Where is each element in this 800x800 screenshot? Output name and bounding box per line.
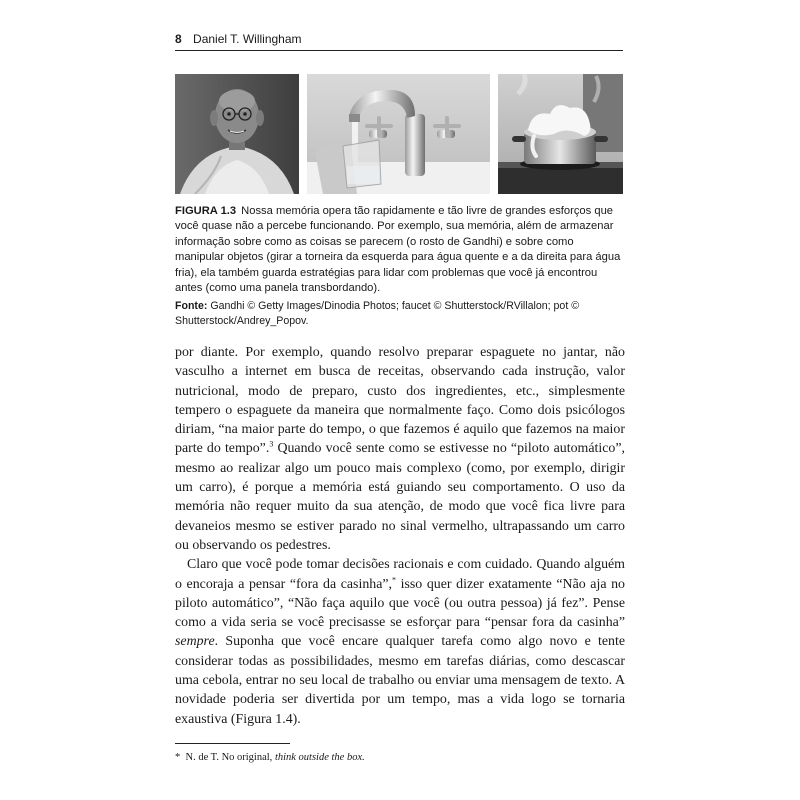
paragraph-text: por diante. Por exemplo, quando resolvo preparar espaguete no jantar, não vasculho a internet em busca de receitas, observando cada instrução, valor nutricional, modo de preparo, custo dos ingredientes, etc., simplesmente tempero o espaguete da maneira que normalmente faço. Como dois psicólogos diriam, “na maior parte do tempo, o que fazemos é aquilo que fazemos na maior parte do tempo”. — [175, 345, 625, 457]
footnote-mark: * — [175, 752, 181, 763]
footnote-marker: * — [392, 574, 397, 584]
running-header — [175, 32, 623, 51]
paragraph-text: . Suponha que você encare qualquer tarefa como algo novo e tente considerar todas as possibilidades, mesmo em tarefas diárias, como descascar uma cebola, entrar no seu local de trabalho ou enviar uma mensagem de texto. A novidade poderia ser divertida por um tempo, mas a vida logo se tornaria exaustiva (Figura 1.4). — [175, 634, 625, 727]
page-number: 8 — [175, 32, 182, 46]
body-text — [175, 343, 625, 729]
footnote — [175, 752, 625, 763]
figure-caption-text: Nossa memória opera tão rapidamente e tão livre de grandes esforços que você quase não a percebe funcionando. Por exemplo, sua memória, além de armazenar informação sobre como as coisas se parecem (o rosto de Gandhi) e sobre como manipular objetos (girar a torneira da esquerda para água quente e a da direita para água fria), ela também guarda estratégias para lidar com problemas que você já encontrou antes (como uma panela transbordando). — [175, 205, 621, 295]
pot-photo — [498, 74, 623, 194]
gandhi-photo — [175, 74, 299, 194]
footnote-text: N. de T. No original, — [185, 752, 273, 763]
figure-label: FIGURA 1.3 — [175, 205, 237, 217]
paragraph — [175, 555, 625, 729]
paragraph-text: Quando você sente como se estivesse no “piloto automático”, mesmo ao realizar algo um pouco mais complexo (como, por exemplo, dirigir um carro), é porque a memória está guiando seu comportamento. O uso da memória não requer muito da sua atenção, de modo que você fica livre para devaneios mesmo se estiver parado no sinal vermelho, ultrapassando um carro ou observando os pedestres. — [175, 441, 625, 553]
footnote-divider — [175, 743, 290, 744]
figure-source-label: Fonte: — [175, 300, 208, 313]
footnote-italic: think outside the box. — [274, 752, 365, 763]
emphasis-text: sempre — [175, 634, 215, 650]
figure-source-text: Gandhi © Getty Images/Dinodia Photos; faucet © Shutterstock/RVillalon; pot © Shutterstock/Andrey_Popov. — [175, 300, 580, 327]
figure-source — [175, 299, 625, 328]
running-author: Daniel T. Willingham — [193, 32, 302, 46]
paragraph-text: Claro que você pode tomar decisões racionais e com cuidado. Quando alguém o encoraja a pensar “fora da casinha”, — [175, 557, 625, 592]
paragraph — [175, 343, 625, 555]
paragraph-text: isso quer dizer exatamente “Não aja no piloto automático”, “Não faça aquilo que você (ou outra pessoa) já fez”. Pense como a vida seria se você precisasse se esforçar para “pensar fora da casinha” — [175, 576, 625, 631]
faucet-photo — [307, 74, 490, 194]
figure-photos — [175, 74, 623, 194]
figure-caption — [175, 204, 625, 328]
reference-marker: 3 — [269, 439, 274, 449]
